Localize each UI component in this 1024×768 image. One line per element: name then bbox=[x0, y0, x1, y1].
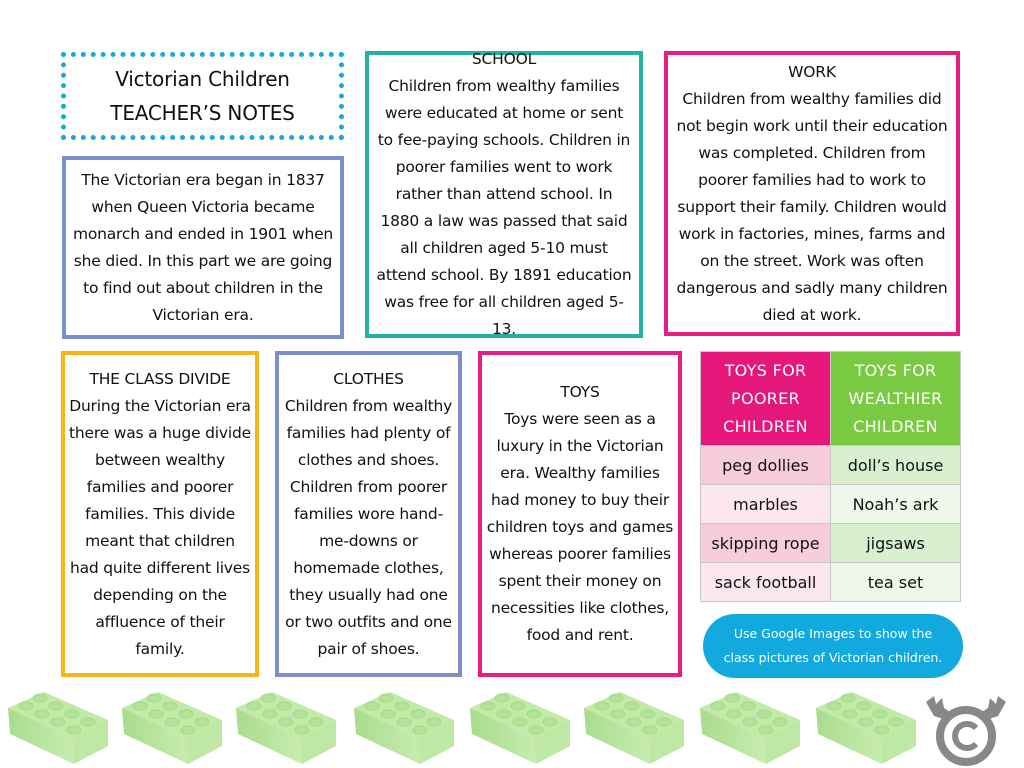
table-cell: sack football bbox=[701, 563, 831, 602]
table-row bbox=[701, 563, 961, 602]
school-section bbox=[365, 51, 643, 338]
work-section bbox=[664, 51, 960, 336]
toys-heading: TOYS bbox=[560, 383, 600, 401]
tip-note bbox=[703, 614, 963, 678]
table-cell: tea set bbox=[831, 563, 961, 602]
toy-brick-icon bbox=[232, 686, 340, 768]
title-line1: Victorian Children bbox=[115, 67, 290, 91]
toy-brick-icon bbox=[580, 686, 688, 768]
table-cell: marbles bbox=[701, 485, 831, 524]
table-cell: peg dollies bbox=[701, 446, 831, 485]
table-cell: Noah’s ark bbox=[831, 485, 961, 524]
clothes-text: Children from wealthy families had plenty of clothes and shoes. Children from poorer families wore hand-me-downs or homemade clothes, they usually had one or two outfits and one pair of shoes. bbox=[284, 396, 453, 658]
clothes-heading: CLOTHES bbox=[333, 369, 404, 388]
header-wealthier-children: TOYS FOR WEALTHIER CHILDREN bbox=[831, 352, 961, 446]
header-poorer-children: TOYS FOR POORER CHILDREN bbox=[701, 352, 831, 446]
toys-comparison-table bbox=[700, 351, 961, 602]
class-divide-section bbox=[61, 351, 259, 677]
table-row bbox=[701, 524, 961, 563]
work-text: Children from wealthy families did not begin work until their education was completed. Children from poorer families had to work to support their family. Children would work in factories, mines, farms and on the street. Work was often dangerous and sadly many children died at work. bbox=[676, 89, 948, 324]
table-cell: jigsaws bbox=[831, 524, 961, 563]
toy-brick-icon bbox=[118, 686, 226, 768]
toy-brick-icon bbox=[350, 686, 458, 768]
table-row bbox=[701, 485, 961, 524]
title-box bbox=[61, 52, 344, 140]
toy-brick-icon bbox=[4, 686, 112, 768]
class-divide-heading: THE CLASS DIVIDE bbox=[89, 369, 231, 388]
toy-brick-icon bbox=[696, 686, 804, 768]
toys-text: Toys were seen as a luxury in the Victorian era. Wealthy families had money to buy their children toys and games whereas poorer families spent their money on necessities like clothes, food and rent. bbox=[486, 410, 674, 644]
table-row bbox=[701, 446, 961, 485]
school-text: Children from wealthy families were educated at home or sent to fee-paying schools. Children in poorer families went to work rather than attend school. In 1880 a law was passed that said all children aged 5-10 must attend school. By 1891 education was free for all children aged 5-13. bbox=[376, 77, 632, 338]
tip-line1: Use Google Images to show the bbox=[733, 626, 933, 641]
toys-section bbox=[478, 351, 682, 677]
toy-brick-icon bbox=[812, 686, 920, 768]
school-heading: SCHOOL bbox=[471, 50, 537, 68]
work-heading: WORK bbox=[788, 62, 836, 81]
moose-copyright-icon bbox=[920, 690, 1012, 768]
table-cell: skipping rope bbox=[701, 524, 831, 563]
toy-brick-icon bbox=[466, 686, 574, 768]
table-cell: doll’s house bbox=[831, 446, 961, 485]
tip-line2: class pictures of Victorian children. bbox=[723, 650, 943, 665]
title-line2: TEACHER’S NOTES bbox=[110, 101, 295, 125]
intro-text: The Victorian era began in 1837 when Queen Victoria became monarch and ended in 1901 when she died. In this part we are going to find out about children in the Victorian era. bbox=[72, 170, 334, 324]
clothes-section bbox=[275, 351, 462, 677]
class-divide-text: During the Victorian era there was a huge divide between wealthy families and poorer families. This divide meant that children had quite different lives depending on the affluence of their family. bbox=[69, 396, 251, 658]
intro-box bbox=[62, 156, 344, 339]
table-header-row bbox=[701, 352, 961, 446]
